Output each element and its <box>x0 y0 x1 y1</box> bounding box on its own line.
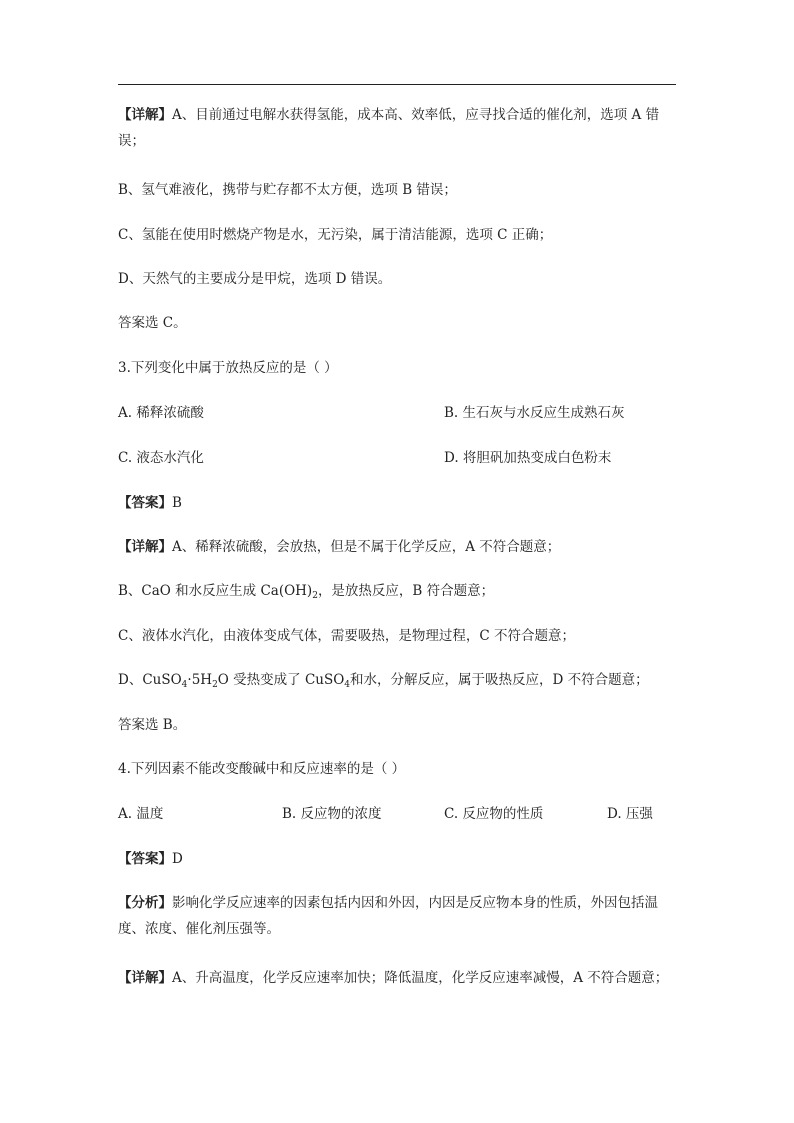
q3-answer <box>118 494 678 512</box>
text: 和水，分解反应，属于吸热反应，D 不符合题意； <box>350 672 649 688</box>
q4-option-b: B. 反应物的浓度 <box>282 806 382 822</box>
q4-detail-a <box>118 969 678 987</box>
q3-detail-c: C、液体水汽化，由液体变成气体，需要吸热，是物理过程，C 不符合题意； <box>118 628 575 644</box>
q3-detail-b <box>118 582 678 605</box>
subscript: 2 <box>212 680 218 690</box>
q3-conclusion: 答案选 B。 <box>118 717 187 733</box>
q4-answer <box>118 850 678 868</box>
q3-option-c: C. 液态水汽化 <box>118 450 204 466</box>
analysis-tag: 【分析】 <box>118 895 172 911</box>
answer-tag: 【答案】 <box>118 851 172 867</box>
text: ·5H <box>187 672 213 688</box>
q4-option-d: D. 压强 <box>607 806 653 822</box>
detail-tag: 【详解】 <box>118 539 172 555</box>
q2-conclusion: 答案选 C。 <box>118 315 187 331</box>
detail-text: A、目前通过电解水获得氢能，成本高、效率低，应寻找合适的催化剂，选项 A 错误； <box>118 107 660 149</box>
subscript: 4 <box>344 680 351 690</box>
detail-text: A、稀释浓硫酸，会放热，但是不属于化学反应，A 不符合题意； <box>172 539 561 555</box>
text: O 受热变成了 CuSO <box>217 672 345 688</box>
text: ，是放热反应，B 符合题意； <box>317 583 495 599</box>
answer-value: B <box>172 495 182 511</box>
q3-stem: 3.下列变化中属于放热反应的是（ ） <box>118 360 338 376</box>
q4-option-c: C. 反应物的性质 <box>444 806 544 822</box>
subscript: 4 <box>181 680 188 690</box>
header-rule <box>118 84 676 85</box>
subscript: 2 <box>312 591 318 601</box>
q2-detail-c: C、氢能在使用时燃烧产物是水，无污染，属于清洁能源，选项 C 正确； <box>118 227 553 243</box>
answer-value: D <box>172 851 183 867</box>
text: D、CuSO <box>118 672 182 688</box>
q2-detail-a <box>118 102 678 154</box>
detail-text: A、升高温度，化学反应速率加快；降低温度，化学反应速率减慢，A 不符合题意； <box>172 970 669 986</box>
q3-detail-d <box>118 671 678 694</box>
q4-option-a: A. 温度 <box>118 806 164 822</box>
q3-detail-a <box>118 538 678 556</box>
detail-tag: 【详解】 <box>118 107 172 123</box>
analysis-text: 影响化学反应速率的因素包括内因和外因，内因是反应物本身的性质，外因包括温度、浓度、催化剂压强等。 <box>118 895 658 937</box>
q2-detail-b: B、氢气难液化，携带与贮存都不太方便，选项 B 错误； <box>118 182 457 198</box>
q3-option-a: A. 稀释浓硫酸 <box>118 405 204 421</box>
q4-analysis <box>118 890 678 942</box>
answer-tag: 【答案】 <box>118 495 172 511</box>
q3-option-b: B. 生石灰与水反应生成熟石灰 <box>444 405 625 421</box>
detail-tag: 【详解】 <box>118 970 172 986</box>
q4-stem: 4.下列因素不能改变酸碱中和反应速率的是（ ） <box>118 761 406 777</box>
text: B、CaO 和水反应生成 Ca(OH) <box>118 583 313 599</box>
q2-detail-d: D、天然气的主要成分是甲烷，选项 D 错误。 <box>118 271 392 287</box>
q3-option-d: D. 将胆矾加热变成白色粉末 <box>444 450 612 466</box>
